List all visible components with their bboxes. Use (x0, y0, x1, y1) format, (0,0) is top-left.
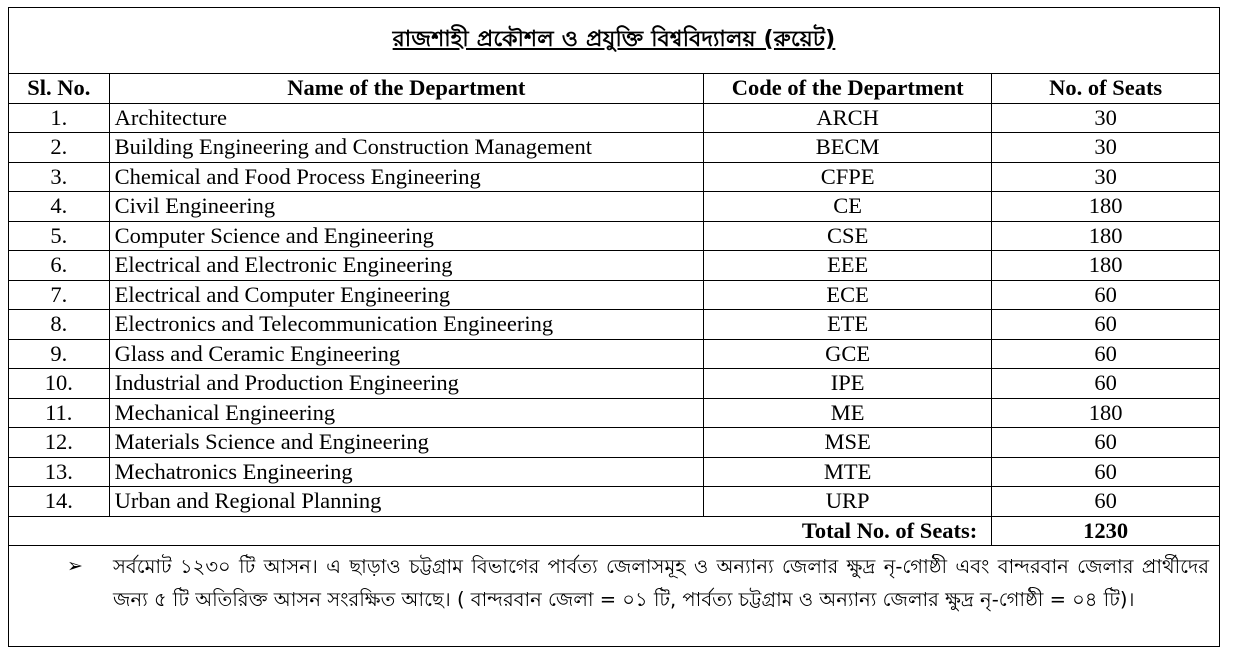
header-seats: No. of Seats (992, 74, 1219, 103)
row-sl-no: 3. (9, 162, 109, 192)
table-row (9, 487, 1219, 517)
department-table (9, 74, 1219, 546)
row-seats: 180 (992, 398, 1219, 428)
row-department-code: CE (704, 192, 992, 222)
row-seats: 60 (992, 369, 1219, 399)
row-department-code: EEE (704, 251, 992, 281)
row-department-name: Building Engineering and Construction Management (109, 133, 703, 163)
row-department-code: IPE (704, 369, 992, 399)
row-department-name: Glass and Ceramic Engineering (109, 339, 703, 369)
table-row (9, 280, 1219, 310)
row-department-name: Urban and Regional Planning (109, 487, 703, 517)
table-row (9, 133, 1219, 163)
row-department-name: Civil Engineering (109, 192, 703, 222)
row-department-name: Industrial and Production Engineering (109, 369, 703, 399)
total-row (9, 516, 1219, 545)
table-row (9, 251, 1219, 281)
row-department-code: CSE (704, 221, 992, 251)
row-seats: 60 (992, 339, 1219, 369)
row-sl-no: 10. (9, 369, 109, 399)
row-department-code: GCE (704, 339, 992, 369)
row-department-code: MTE (704, 457, 992, 487)
row-seats: 30 (992, 162, 1219, 192)
note-paragraph (9, 546, 1219, 616)
header-department-name: Name of the Department (109, 74, 703, 103)
table-row (9, 221, 1219, 251)
header-department-code: Code of the Department (704, 74, 992, 103)
row-department-code: ETE (704, 310, 992, 340)
row-sl-no: 5. (9, 221, 109, 251)
row-sl-no: 14. (9, 487, 109, 517)
row-sl-no: 8. (9, 310, 109, 340)
row-department-code: ME (704, 398, 992, 428)
row-seats: 60 (992, 280, 1219, 310)
row-sl-no: 2. (9, 133, 109, 163)
row-seats: 60 (992, 310, 1219, 340)
row-seats: 180 (992, 221, 1219, 251)
table-row (9, 103, 1219, 133)
row-department-name: Materials Science and Engineering (109, 428, 703, 458)
row-department-name: Electronics and Telecommunication Engineering (109, 310, 703, 340)
row-department-name: Mechanical Engineering (109, 398, 703, 428)
row-sl-no: 4. (9, 192, 109, 222)
total-label: Total No. of Seats: (9, 516, 992, 545)
row-department-code: MSE (704, 428, 992, 458)
row-department-code: CFPE (704, 162, 992, 192)
row-department-name: Electrical and Electronic Engineering (109, 251, 703, 281)
table-row (9, 310, 1219, 340)
row-seats: 180 (992, 192, 1219, 222)
row-seats: 180 (992, 251, 1219, 281)
row-department-name: Architecture (109, 103, 703, 133)
row-sl-no: 6. (9, 251, 109, 281)
table-row (9, 428, 1219, 458)
row-sl-no: 9. (9, 339, 109, 369)
row-department-name: Computer Science and Engineering (109, 221, 703, 251)
title-row (9, 8, 1219, 74)
table-row (9, 457, 1219, 487)
note-text: সর্বমোট ১২৩০ টি আসন। এ ছাড়াও চট্টগ্রাম বিভাগের পার্বত্য জেলাসমূহ ও অন্যান্য জেলার ক্ষুদ্র নৃ-গোষ্ঠী এবং বান্দরবান জেলার প্রার্থীদের জন্য ৫ টি অতিরিক্ত আসন সংরক্ষিত আছে। ( বান্দরবান জেলা = ০১ টি, পার্বত্য চট্টগ্রাম ও অন্যান্য জেলার ক্ষুদ্র নৃ-গোষ্ঠী = ০৪ টি)। (113, 554, 1209, 611)
table-header-row (9, 74, 1219, 103)
row-seats: 60 (992, 428, 1219, 458)
table-row (9, 339, 1219, 369)
row-sl-no: 1. (9, 103, 109, 133)
row-department-code: BECM (704, 133, 992, 163)
row-sl-no: 13. (9, 457, 109, 487)
row-department-code: ARCH (704, 103, 992, 133)
row-department-code: ECE (704, 280, 992, 310)
arrow-bullet-icon: ➢ (67, 554, 83, 577)
row-department-name: Chemical and Food Process Engineering (109, 162, 703, 192)
seat-distribution-document (8, 7, 1220, 647)
row-seats: 30 (992, 103, 1219, 133)
row-seats: 30 (992, 133, 1219, 163)
table-row (9, 398, 1219, 428)
row-seats: 60 (992, 487, 1219, 517)
university-title: রাজশাহী প্রকৌশল ও প্রযুক্তি বিশ্ববিদ্যালয় (রুয়েট) (392, 27, 836, 52)
header-sl-no: Sl. No. (9, 74, 109, 103)
row-seats: 60 (992, 457, 1219, 487)
row-department-name: Mechatronics Engineering (109, 457, 703, 487)
row-department-name: Electrical and Computer Engineering (109, 280, 703, 310)
table-row (9, 162, 1219, 192)
table-row (9, 369, 1219, 399)
total-value: 1230 (992, 516, 1219, 545)
row-sl-no: 11. (9, 398, 109, 428)
row-sl-no: 7. (9, 280, 109, 310)
row-sl-no: 12. (9, 428, 109, 458)
table-row (9, 192, 1219, 222)
row-department-code: URP (704, 487, 992, 517)
